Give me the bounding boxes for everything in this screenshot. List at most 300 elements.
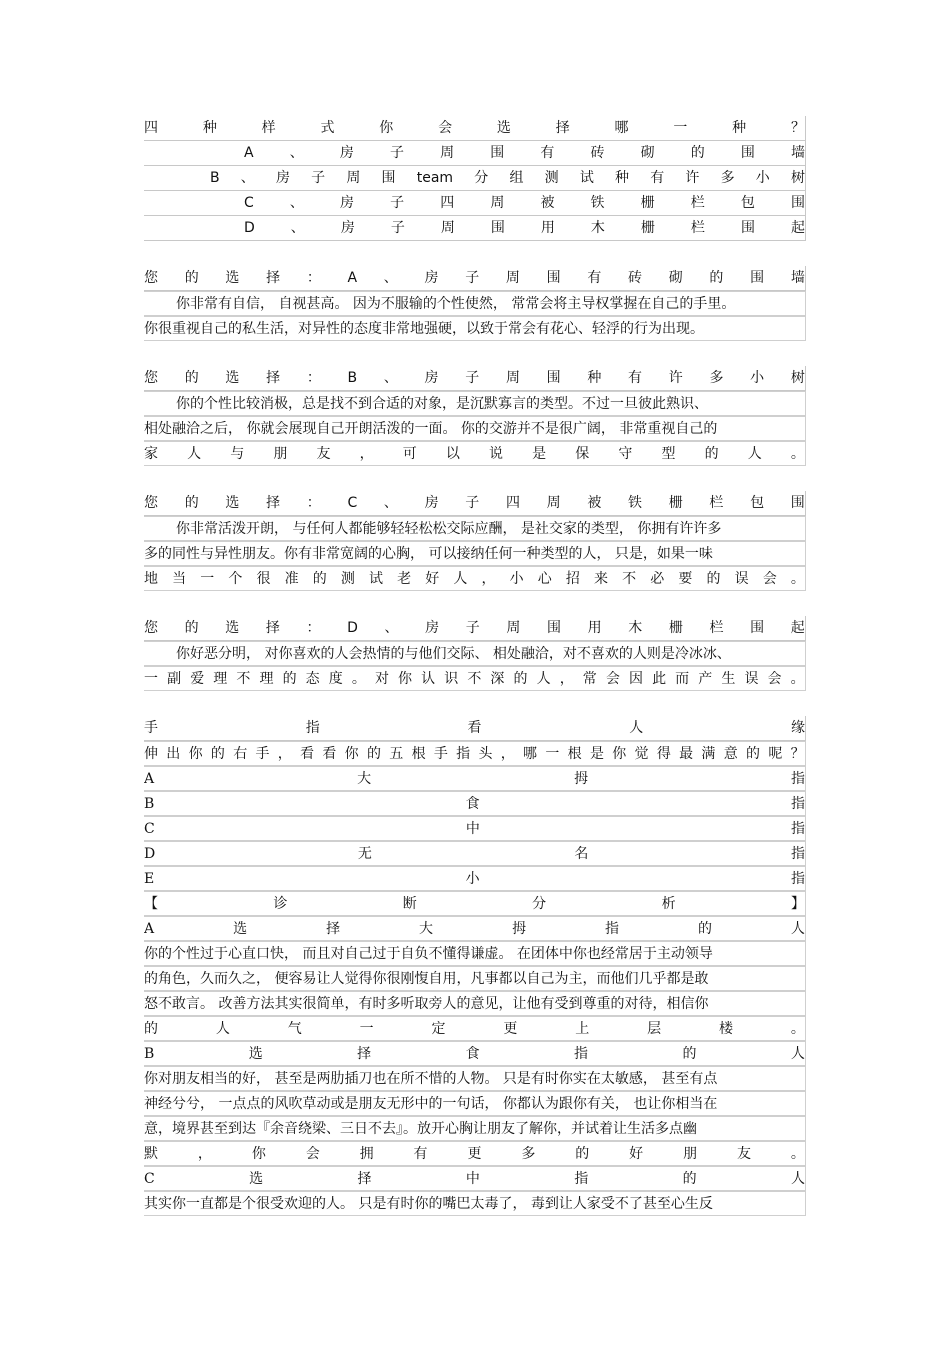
glyph: 。 <box>351 671 366 687</box>
glyph: 、 <box>383 370 398 386</box>
glyph: 围 <box>546 270 561 286</box>
glyph: 砌 <box>668 270 683 286</box>
diagnosis-heading <box>144 891 806 916</box>
glyph: ： <box>306 370 321 386</box>
glyph: 中 <box>465 1171 480 1187</box>
glyph: 的 <box>706 571 721 587</box>
glyph: 您 <box>144 620 158 636</box>
glyph: A <box>347 270 358 286</box>
glyph: 种 <box>202 120 217 136</box>
glyph: D <box>244 220 255 236</box>
glyph: 、 <box>290 220 305 236</box>
glyph: 意 <box>723 746 738 762</box>
glyph: 地 <box>144 571 158 587</box>
answer-c-line-1: 你非常活泼开朗， 与任何人都能够轻轻松松交际应酬， 是社交家的类型， 你拥有许许多 <box>144 516 806 541</box>
glyph: 围 <box>490 220 505 236</box>
finger-option-e <box>144 866 806 891</box>
glyph: 更 <box>503 1021 518 1037</box>
glyph: ， <box>481 571 496 587</box>
glyph: 择 <box>265 620 280 636</box>
answer-b-line-3 <box>144 441 806 466</box>
glyph: 子 <box>311 170 326 186</box>
glyph: 守 <box>618 446 633 462</box>
glyph: 指 <box>790 846 805 862</box>
glyph: team <box>416 170 454 186</box>
glyph: 断 <box>402 896 417 912</box>
glyph: 房 <box>424 370 439 386</box>
finger-option-a <box>144 766 806 791</box>
glyph: ： <box>306 270 321 286</box>
answer-b-line-1: 你的个性比较消极，总是找不到合适的对象，是沉默寡言的类型。不过一旦彼此熟识、 <box>144 391 806 416</box>
glyph: 会 <box>305 1146 320 1162</box>
answer-c-line-2: 多的同性与异性朋友。你有非常宽阔的心胸， 可以接纳任何一种类型的人， 只是，如果一味 <box>144 541 806 566</box>
glyph: 老 <box>397 571 412 587</box>
glyph: 选 <box>496 120 511 136</box>
glyph: 多 <box>709 370 724 386</box>
glyph: B <box>347 370 358 386</box>
glyph: 指 <box>790 796 805 812</box>
glyph: 房 <box>275 170 290 186</box>
glyph: 选 <box>225 270 240 286</box>
glyph: 多 <box>521 1146 536 1162</box>
glyph: A <box>144 921 155 937</box>
answer-d-line-1: 你好恶分明， 对你喜欢的人会热情的与他们交际、 相处融洽，对不喜欢的人则是冷冰冰、 <box>144 641 806 666</box>
glyph: 小 <box>465 871 480 887</box>
glyph: 大 <box>357 771 372 787</box>
glyph: 定 <box>431 1021 446 1037</box>
glyph: 。 <box>790 1146 805 1162</box>
glyph: 有 <box>540 145 555 161</box>
glyph: 被 <box>540 195 555 211</box>
glyph: 看 <box>322 746 337 762</box>
glyph: 砖 <box>628 270 643 286</box>
glyph: 围 <box>490 145 505 161</box>
glyph: 子 <box>465 370 480 386</box>
glyph: ， <box>197 1146 212 1162</box>
glyph: 一 <box>359 1021 374 1037</box>
glyph: 指 <box>791 821 805 837</box>
question-1-title <box>144 116 806 141</box>
glyph: 的 <box>704 446 719 462</box>
glyph: 一 <box>200 571 215 587</box>
glyph: 名 <box>574 846 589 862</box>
glyph: 的 <box>312 571 327 587</box>
glyph: ？ <box>790 746 805 762</box>
glyph: 木 <box>628 620 643 636</box>
option-b <box>144 166 806 191</box>
glyph: 理 <box>259 671 274 687</box>
glyph: 的 <box>513 671 528 687</box>
glyph: C <box>144 821 155 837</box>
glyph: 以 <box>445 446 460 462</box>
glyph: 析 <box>661 896 676 912</box>
glyph: 最 <box>679 746 694 762</box>
glyph: 分 <box>474 170 489 186</box>
glyph: 误 <box>744 671 759 687</box>
glyph: 手 <box>433 746 448 762</box>
glyph: 种 <box>615 170 629 186</box>
answer-b-title <box>144 366 806 391</box>
answer-d-title <box>144 616 806 641</box>
glyph: 包 <box>750 495 765 511</box>
glyph: 出 <box>166 746 181 762</box>
glyph: 是 <box>532 446 547 462</box>
glyph: 子 <box>465 620 480 636</box>
glyph: 满 <box>701 746 716 762</box>
glyph: 。 <box>790 1021 805 1037</box>
glyph: 您 <box>144 370 158 386</box>
glyph: 不 <box>236 671 251 687</box>
glyph: 楼 <box>719 1021 733 1037</box>
glyph: 四 <box>144 120 158 136</box>
glyph: 房 <box>425 620 440 636</box>
glyph: 的 <box>709 270 724 286</box>
glyph: 【 <box>144 896 158 912</box>
glyph: 房 <box>339 145 354 161</box>
glyph: 人 <box>453 571 468 587</box>
glyph: 认 <box>421 671 436 687</box>
glyph: C <box>244 195 254 211</box>
glyph: 围 <box>740 220 755 236</box>
glyph: 围 <box>381 170 396 186</box>
glyph: 铁 <box>590 195 605 211</box>
glyph: 许 <box>668 370 683 386</box>
glyph: 的 <box>210 746 225 762</box>
glyph: 铁 <box>628 495 643 511</box>
glyph: 哪 <box>523 746 538 762</box>
glyph: 栅 <box>668 620 683 636</box>
glyph: 上 <box>575 1021 590 1037</box>
glyph: D <box>347 620 358 636</box>
glyph: 木 <box>590 220 605 236</box>
finger-b-line-4 <box>144 1141 806 1166</box>
glyph: 试 <box>369 571 383 587</box>
glyph: ： <box>306 620 321 636</box>
glyph: ， <box>500 746 515 762</box>
glyph: 、 <box>383 495 398 511</box>
finger-b-line-2: 神经兮兮， 一点点的风吹草动或是朋友无形中的一句话， 你都认为跟你有关， 也让你相当在 <box>144 1091 806 1116</box>
glyph: 人 <box>790 1171 805 1187</box>
glyph: 食 <box>465 1046 480 1062</box>
glyph: 测 <box>340 571 355 587</box>
glyph: 测 <box>544 170 559 186</box>
glyph: 一 <box>545 746 560 762</box>
finger-a-line-4 <box>144 1016 806 1041</box>
glyph: 。 <box>790 446 805 462</box>
glyph: C <box>144 1171 155 1187</box>
glyph: 四 <box>440 195 455 211</box>
glyph: 缘 <box>791 720 805 736</box>
glyph: 择 <box>357 1046 372 1062</box>
glyph: 有 <box>628 370 643 386</box>
glyph: 围 <box>547 620 562 636</box>
glyph: 是 <box>589 746 604 762</box>
glyph: 选 <box>225 620 240 636</box>
glyph: 栅 <box>668 495 683 511</box>
glyph: 的 <box>184 620 199 636</box>
glyph: 围 <box>750 620 765 636</box>
glyph: 周 <box>505 370 520 386</box>
glyph: 食 <box>465 796 480 812</box>
glyph: 多 <box>720 170 735 186</box>
glyph: ： <box>306 495 321 511</box>
glyph: 准 <box>284 571 299 587</box>
glyph: 中 <box>465 821 480 837</box>
finger-b-line-1: 你对朋友相当的好， 甚至是两肋插刀也在所不惜的人物。 只是有时你实在太敏感， 甚至有点 <box>144 1066 806 1091</box>
glyph: 一 <box>673 120 688 136</box>
glyph: 指 <box>574 1046 589 1062</box>
glyph: 层 <box>647 1021 662 1037</box>
glyph: 默 <box>144 1146 158 1162</box>
glyph: 要 <box>678 571 693 587</box>
glyph: 心 <box>537 571 552 587</box>
glyph: 很 <box>256 571 271 587</box>
glyph: 周 <box>346 170 361 186</box>
glyph: 式 <box>320 120 335 136</box>
glyph: 选 <box>225 495 240 511</box>
glyph: 组 <box>509 170 524 186</box>
glyph: 根 <box>567 746 582 762</box>
glyph: 的 <box>282 671 297 687</box>
glyph: 拥 <box>359 1146 374 1162</box>
glyph: 诊 <box>273 896 288 912</box>
glyph: 周 <box>440 145 455 161</box>
glyph: 深 <box>490 671 505 687</box>
glyph: 围 <box>790 495 805 511</box>
glyph: 你 <box>398 671 413 687</box>
glyph: 的 <box>366 746 381 762</box>
answer-b-line-2: 相处融洽之后， 你就会展现自己开朗活泼的一面。 你的交游并不是很广阔， 非常重视自己的 <box>144 416 806 441</box>
option-a <box>144 141 806 166</box>
glyph: 副 <box>167 671 182 687</box>
glyph: 栏 <box>690 220 705 236</box>
glyph: D <box>144 846 156 862</box>
glyph: 生 <box>721 671 736 687</box>
glyph: 说 <box>489 446 503 462</box>
glyph: 择 <box>357 1171 372 1187</box>
glyph: 择 <box>266 495 281 511</box>
glyph: 的 <box>575 1146 590 1162</box>
answer-c-title <box>144 491 806 516</box>
glyph: ？ <box>790 120 805 136</box>
glyph: 人 <box>790 921 805 937</box>
glyph: 的 <box>746 746 761 762</box>
glyph: 四 <box>505 495 520 511</box>
answer-a-title <box>144 266 806 291</box>
glyph: 你 <box>188 746 203 762</box>
glyph: 房 <box>340 220 355 236</box>
glyph: 右 <box>233 746 248 762</box>
glyph: 一 <box>144 671 158 687</box>
glyph: 看 <box>467 720 482 736</box>
glyph: 你 <box>251 1146 266 1162</box>
glyph: 的 <box>690 145 705 161</box>
glyph: 墙 <box>790 270 805 286</box>
glyph: 的 <box>682 1171 697 1187</box>
glyph: A <box>244 145 254 161</box>
glyph: 态 <box>305 671 320 687</box>
glyph: 的 <box>184 270 199 286</box>
glyph: 围 <box>750 270 765 286</box>
glyph: 房 <box>424 270 439 286</box>
glyph: 朋 <box>683 1146 698 1162</box>
glyph: 头 <box>478 746 493 762</box>
glyph: 围 <box>740 145 755 161</box>
glyph: 会 <box>605 671 620 687</box>
question-2-title <box>144 716 806 741</box>
glyph: 有 <box>587 270 602 286</box>
glyph: 房 <box>424 495 439 511</box>
glyph: 择 <box>266 370 281 386</box>
glyph: 选 <box>248 1046 263 1062</box>
glyph: 会 <box>762 571 777 587</box>
glyph: 的 <box>184 495 199 511</box>
glyph: 栅 <box>640 220 655 236</box>
glyph: 人 <box>629 720 644 736</box>
glyph: 当 <box>172 571 187 587</box>
glyph: 子 <box>390 220 405 236</box>
glyph: 、 <box>289 145 304 161</box>
glyph: C <box>347 495 358 511</box>
glyph: 你 <box>379 120 394 136</box>
glyph: 指 <box>456 746 471 762</box>
glyph: 子 <box>465 495 480 511</box>
finger-a-line-1: 你的个性过于心直口快， 而且对自己过于自负不懂得谦虚。 在团体中你也经常居于主动领导 <box>144 941 806 966</box>
glyph: 人 <box>215 1021 230 1037</box>
glyph: 。 <box>790 671 805 687</box>
glyph: 觉 <box>634 746 649 762</box>
option-d <box>144 216 806 241</box>
glyph: 得 <box>656 746 671 762</box>
glyph: 不 <box>622 571 637 587</box>
glyph: 对 <box>374 671 389 687</box>
finger-option-c <box>144 816 806 841</box>
glyph: 误 <box>734 571 749 587</box>
finger-option-b <box>144 791 806 816</box>
glyph: 无 <box>357 846 372 862</box>
glyph: 来 <box>594 571 608 587</box>
glyph: 、 <box>383 270 398 286</box>
glyph: 人 <box>187 446 202 462</box>
glyph: 五 <box>389 746 404 762</box>
glyph: 树 <box>790 170 805 186</box>
glyph: 墙 <box>790 145 805 161</box>
glyph: 气 <box>287 1021 302 1037</box>
glyph: ， <box>559 671 574 687</box>
glyph: 围 <box>546 370 561 386</box>
glyph: 许 <box>685 170 700 186</box>
glyph: 指 <box>305 720 320 736</box>
finger-c-title <box>144 1166 806 1191</box>
glyph: 不 <box>467 671 482 687</box>
glyph: 友 <box>316 446 331 462</box>
glyph: 栅 <box>640 195 655 211</box>
glyph: 小 <box>750 370 765 386</box>
glyph: 手 <box>255 746 270 762</box>
glyph: 用 <box>540 220 555 236</box>
glyph: 大 <box>419 921 434 937</box>
glyph: 的 <box>697 921 712 937</box>
glyph: 因 <box>628 671 643 687</box>
glyph: B <box>210 170 220 186</box>
glyph: 、 <box>384 620 399 636</box>
glyph: 栏 <box>709 620 724 636</box>
glyph: 手 <box>144 720 158 736</box>
glyph: 周 <box>490 195 505 211</box>
glyph: 子 <box>389 145 404 161</box>
glyph: 围 <box>790 195 805 211</box>
glyph: 起 <box>790 220 805 236</box>
glyph: 此 <box>652 671 667 687</box>
glyph: 择 <box>555 120 570 136</box>
glyph: 度 <box>328 671 343 687</box>
glyph: 选 <box>225 370 240 386</box>
glyph: E <box>144 871 155 887</box>
glyph: 指 <box>604 921 619 937</box>
glyph: 家 <box>144 446 158 462</box>
glyph: 。 <box>790 571 805 587</box>
glyph: 选 <box>249 1171 264 1187</box>
glyph: 你 <box>344 746 359 762</box>
glyph: 好 <box>425 571 440 587</box>
glyph: 择 <box>326 921 341 937</box>
glyph: 小 <box>509 571 524 587</box>
glyph: 种 <box>732 120 747 136</box>
finger-c-line-1: 其实你一直都是个很受欢迎的人。 只是有时你的嘴巴太毒了， 毒到让人家受不了甚至心生反 <box>144 1191 806 1216</box>
glyph: 看 <box>300 746 315 762</box>
glyph: ， <box>277 746 292 762</box>
finger-a-line-3: 怒不敢言。 改善方法其实很简单，有时多听取旁人的意见，让他有受到尊重的对待，相信你 <box>144 991 806 1016</box>
option-c <box>144 191 806 216</box>
glyph: 理 <box>213 671 228 687</box>
glyph: 被 <box>587 495 602 511</box>
glyph: 用 <box>587 620 602 636</box>
answer-a-line-2: 你很重视自己的私生活，对异性的态度非常地强硬，以致于常会有花心、轻浮的行为出现。 <box>144 316 806 341</box>
glyph: B <box>144 1046 155 1062</box>
glyph: 更 <box>467 1146 482 1162</box>
glyph: 小 <box>755 170 770 186</box>
glyph: 周 <box>546 495 561 511</box>
glyph: 哪 <box>614 120 629 136</box>
glyph: 、 <box>289 195 304 211</box>
glyph: 型 <box>661 446 676 462</box>
glyph: 根 <box>411 746 426 762</box>
glyph: 拇 <box>574 771 589 787</box>
glyph: 好 <box>629 1146 644 1162</box>
glyph: 选 <box>233 921 248 937</box>
glyph: 你 <box>612 746 627 762</box>
glyph: 包 <box>740 195 755 211</box>
glyph: 与 <box>230 446 245 462</box>
glyph: 的 <box>682 1046 697 1062</box>
answer-d-line-2 <box>144 666 806 691</box>
glyph: A <box>144 771 155 787</box>
glyph: 人 <box>790 1046 805 1062</box>
glyph: 树 <box>790 370 805 386</box>
glyph: 常 <box>582 671 597 687</box>
finger-option-d <box>144 841 806 866</box>
glyph: 种 <box>587 370 602 386</box>
glyph: 】 <box>790 896 805 912</box>
glyph: 砖 <box>590 145 605 161</box>
answer-a-line-1: 你非常有自信， 自视甚高。 因为不服输的个性使然， 常常会将主导权掌握在自己的手里。 <box>144 291 806 316</box>
glyph: 砌 <box>640 145 655 161</box>
glyph: 您 <box>144 270 158 286</box>
glyph: 的 <box>184 370 199 386</box>
glyph: B <box>144 796 155 812</box>
glyph: 人 <box>536 671 551 687</box>
glyph: 栏 <box>690 195 705 211</box>
